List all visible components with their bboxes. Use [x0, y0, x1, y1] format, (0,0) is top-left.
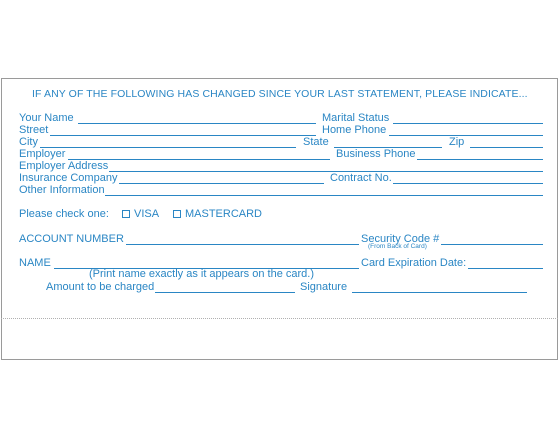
name-label: NAME	[19, 257, 51, 269]
card-expiration-field[interactable]	[468, 268, 543, 269]
card-expiration-label: Card Expiration Date:	[361, 257, 467, 269]
contract-no-field[interactable]	[393, 183, 543, 184]
security-code-note: (From Back of Card)	[368, 243, 427, 250]
security-code-field[interactable]	[441, 244, 543, 245]
employer-label: Employer	[19, 148, 66, 160]
visa-checkbox[interactable]	[122, 210, 130, 218]
home-phone-label: Home Phone	[322, 124, 387, 136]
amount-field[interactable]	[155, 292, 295, 293]
employer-address-label: Employer Address	[19, 160, 109, 172]
your-name-field[interactable]	[78, 123, 316, 124]
city-field[interactable]	[40, 147, 296, 148]
amount-label: Amount to be charged	[46, 281, 155, 293]
security-code-label: Security Code #	[361, 233, 440, 245]
city-label: City	[19, 136, 38, 148]
signature-field[interactable]	[352, 292, 527, 293]
insurance-company-field[interactable]	[119, 183, 324, 184]
marital-status-field[interactable]	[393, 123, 543, 124]
other-information-label: Other Information	[19, 184, 105, 196]
business-phone-field[interactable]	[417, 159, 543, 160]
state-label: State	[303, 136, 329, 148]
home-phone-field[interactable]	[389, 135, 543, 136]
zip-field[interactable]	[470, 147, 543, 148]
visa-option[interactable]	[122, 208, 159, 220]
other-information-field[interactable]	[105, 195, 543, 196]
check-one-label: Please check one:	[19, 208, 109, 220]
mastercard-label: MASTERCARD	[185, 208, 263, 220]
street-label: Street	[19, 124, 49, 136]
mastercard-checkbox[interactable]	[173, 210, 181, 218]
form-heading: IF ANY OF THE FOLLOWING HAS CHANGED SINCE YOUR LAST STATEMENT, PLEASE INDICATE...	[32, 88, 528, 100]
mastercard-option[interactable]	[173, 208, 262, 220]
street-field[interactable]	[50, 135, 316, 136]
insurance-company-label: Insurance Company	[19, 172, 118, 184]
visa-label: VISA	[134, 208, 160, 220]
perforation-line	[1, 318, 558, 319]
account-number-field[interactable]	[126, 244, 359, 245]
marital-status-label: Marital Status	[322, 112, 390, 124]
your-name-label: Your Name	[19, 112, 74, 124]
business-phone-label: Business Phone	[336, 148, 416, 160]
zip-label: Zip	[449, 136, 465, 148]
print-name-note: (Print name exactly as it appears on the card.)	[89, 268, 314, 280]
employer-address-field[interactable]	[109, 171, 543, 172]
account-number-label: ACCOUNT NUMBER	[19, 233, 124, 245]
signature-label: Signature	[300, 281, 348, 293]
contract-no-label: Contract No.	[330, 172, 392, 184]
